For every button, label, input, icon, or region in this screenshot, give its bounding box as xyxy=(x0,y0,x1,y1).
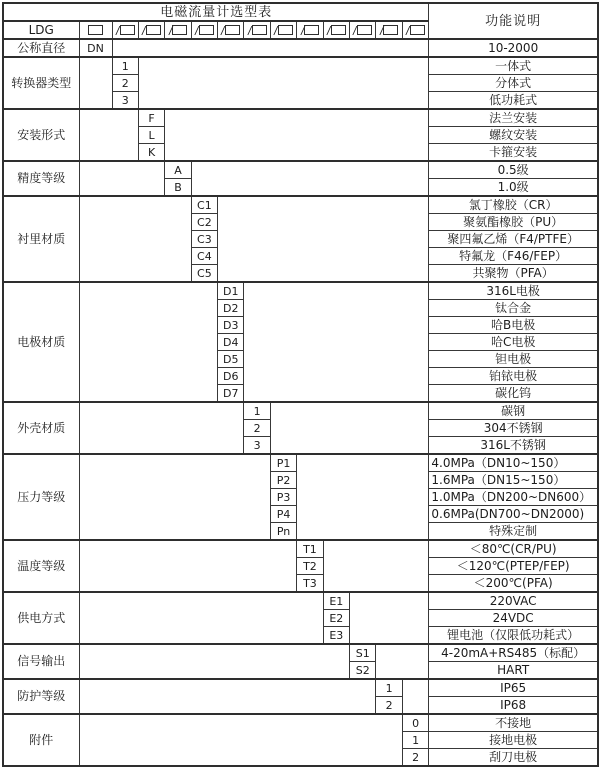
option-description: 316L电极 xyxy=(429,282,598,300)
ldg-slot-box-cell xyxy=(350,21,376,39)
slash-separator: / xyxy=(246,23,253,37)
option-code-cell: C4 xyxy=(191,248,217,265)
option-code-cell: K xyxy=(138,144,164,162)
ldg-slot-box-cell xyxy=(112,21,138,39)
slash-separator: / xyxy=(405,23,411,37)
filler-cell xyxy=(79,282,218,402)
option-description: 锂电池（仅限低功耗式） xyxy=(429,627,598,645)
filler-cell xyxy=(79,644,350,679)
filler-cell xyxy=(79,714,402,766)
filler-cell xyxy=(350,592,429,644)
option-code-cell: D7 xyxy=(218,385,244,403)
slash-separator: / xyxy=(194,23,200,37)
slash-separator: / xyxy=(378,23,385,37)
option-code-cell: Pn xyxy=(270,523,296,541)
code-slot-box-icon xyxy=(410,25,425,35)
option-code-cell: F xyxy=(138,109,164,127)
section-row xyxy=(3,109,598,127)
code-slot-box-icon xyxy=(252,25,267,35)
section-row xyxy=(3,282,598,300)
filler-cell xyxy=(112,39,429,57)
filler-cell xyxy=(138,57,429,109)
table-body xyxy=(3,3,598,766)
option-description: ＜200℃(PFA) xyxy=(429,575,598,593)
option-description: 特殊定制 xyxy=(429,523,598,541)
option-code-cell: T3 xyxy=(297,575,323,593)
code-slot-box-icon xyxy=(146,25,161,35)
option-code-cell: P4 xyxy=(270,506,296,523)
option-code-cell: D1 xyxy=(218,282,244,300)
option-code-cell: 1 xyxy=(402,732,429,749)
option-code-cell: L xyxy=(138,127,164,144)
code-slot-box-icon xyxy=(88,25,103,35)
section-label: 电极材质 xyxy=(3,282,79,402)
option-description: 1.0级 xyxy=(429,179,598,197)
option-code-cell: S1 xyxy=(350,644,376,662)
ldg-row-label: LDG xyxy=(3,21,79,39)
option-code-cell: A xyxy=(165,161,191,179)
option-description: 接地电极 xyxy=(429,732,598,749)
option-description: 220VAC xyxy=(429,592,598,610)
filler-cell xyxy=(244,282,429,402)
option-code-cell: 0 xyxy=(402,714,429,732)
ldg-slot-box-cell xyxy=(191,21,217,39)
filler-cell xyxy=(79,454,270,540)
option-code-cell: 2 xyxy=(402,749,429,767)
ldg-slot-box-cell xyxy=(402,21,429,39)
option-code-cell: 1 xyxy=(376,679,402,697)
ldg-lead-box-cell xyxy=(79,21,112,39)
ldg-slot-box-cell xyxy=(297,21,323,39)
slash-separator: / xyxy=(220,23,227,37)
option-description: IP68 xyxy=(429,697,598,715)
filler-cell xyxy=(79,592,323,644)
option-code-cell: B xyxy=(165,179,191,197)
option-description: 特氟龙（F46/FEP） xyxy=(429,248,598,265)
option-description: IP65 xyxy=(429,679,598,697)
section-row xyxy=(3,714,598,732)
code-slot-box-icon xyxy=(120,25,135,35)
option-code-cell: D5 xyxy=(218,351,244,368)
section-label: 供电方式 xyxy=(3,592,79,644)
option-code-cell: 3 xyxy=(112,92,138,110)
filler-cell xyxy=(79,196,191,282)
option-code-cell: E1 xyxy=(323,592,349,610)
ldg-slot-box-cell xyxy=(244,21,270,39)
option-description: ＜120℃(PTEP/FEP) xyxy=(429,558,598,575)
slash-separator: / xyxy=(141,23,147,37)
option-code-cell: 2 xyxy=(112,75,138,92)
filler-cell xyxy=(376,644,429,679)
option-description: 0.5级 xyxy=(429,161,598,179)
diameter-label: 公称直径 xyxy=(3,39,79,57)
option-description: 氯丁橡胶（CR） xyxy=(429,196,598,214)
slash-separator: / xyxy=(352,23,358,37)
ldg-slot-box-cell xyxy=(270,21,296,39)
code-slot-box-icon xyxy=(278,25,293,35)
option-code-cell: D3 xyxy=(218,317,244,334)
option-description: 哈B电极 xyxy=(429,317,598,334)
option-code-cell: P1 xyxy=(270,454,296,472)
option-description: 碳化钨 xyxy=(429,385,598,403)
ldg-slot-box-cell xyxy=(323,21,349,39)
option-code-cell: 1 xyxy=(112,57,138,75)
option-code-cell: D4 xyxy=(218,334,244,351)
option-code-cell: E2 xyxy=(323,610,349,627)
option-description: HART xyxy=(429,662,598,680)
option-code-cell: P2 xyxy=(270,472,296,489)
option-description: 铂铱电极 xyxy=(429,368,598,385)
option-description: 螺纹安装 xyxy=(429,127,598,144)
section-row xyxy=(3,196,598,214)
code-slot-box-icon xyxy=(172,25,187,35)
option-description: 304不锈钢 xyxy=(429,420,598,437)
diameter-row xyxy=(3,39,598,57)
option-code-cell: 3 xyxy=(244,437,270,455)
option-code-cell: T1 xyxy=(297,540,323,558)
slash-separator: / xyxy=(114,23,121,37)
filler-cell xyxy=(323,540,429,592)
option-description: 1.6MPa（DN15~150） xyxy=(429,472,598,489)
section-row xyxy=(3,57,598,75)
option-description: 低功耗式 xyxy=(429,92,598,110)
option-code-cell: D6 xyxy=(218,368,244,385)
option-description: 24VDC xyxy=(429,610,598,627)
function-description-header: 功能说明 xyxy=(429,3,598,39)
section-row xyxy=(3,679,598,697)
section-label: 信号输出 xyxy=(3,644,79,679)
section-label: 外壳材质 xyxy=(3,402,79,454)
code-slot-box-icon xyxy=(357,25,372,35)
code-slot-box-icon xyxy=(331,25,346,35)
section-label: 安装形式 xyxy=(3,109,79,161)
filler-cell xyxy=(165,109,429,161)
option-description: 316L不锈钢 xyxy=(429,437,598,455)
section-label: 附件 xyxy=(3,714,79,766)
filler-cell xyxy=(402,679,429,714)
option-code-cell: E3 xyxy=(323,627,349,645)
option-description: 不接地 xyxy=(429,714,598,732)
filler-cell xyxy=(270,402,429,454)
filler-cell xyxy=(79,57,112,109)
section-label: 压力等级 xyxy=(3,454,79,540)
filler-cell xyxy=(79,109,138,161)
filler-cell xyxy=(79,402,244,454)
option-code-cell: 2 xyxy=(244,420,270,437)
option-code-cell: C2 xyxy=(191,214,217,231)
section-label: 精度等级 xyxy=(3,161,79,196)
filler-cell xyxy=(79,161,165,196)
option-code-cell: 2 xyxy=(376,697,402,715)
option-description: 4.0MPa（DN10~150） xyxy=(429,454,598,472)
table-title: 电磁流量计选型表 xyxy=(3,3,429,21)
option-description: 卡箍安装 xyxy=(429,144,598,162)
ldg-slot-box-cell xyxy=(165,21,191,39)
option-description: 聚氨酯橡胶（PU） xyxy=(429,214,598,231)
section-row xyxy=(3,454,598,472)
option-code-cell: S2 xyxy=(350,662,376,680)
option-description: 钛合金 xyxy=(429,300,598,317)
ldg-slot-box-cell xyxy=(138,21,164,39)
option-description: 聚四氟乙烯（F4/PTFE） xyxy=(429,231,598,248)
section-row xyxy=(3,161,598,179)
section-row xyxy=(3,644,598,662)
ldg-slot-box-cell xyxy=(218,21,244,39)
option-code-cell: D2 xyxy=(218,300,244,317)
option-description: 分体式 xyxy=(429,75,598,92)
option-code-cell: T2 xyxy=(297,558,323,575)
filler-cell xyxy=(79,679,376,714)
filler-cell xyxy=(79,540,297,592)
slash-separator: / xyxy=(273,23,279,37)
option-description: 哈C电极 xyxy=(429,334,598,351)
code-slot-box-icon xyxy=(225,25,240,35)
filler-cell xyxy=(218,196,429,282)
section-label: 转换器类型 xyxy=(3,57,79,109)
section-row xyxy=(3,402,598,420)
selection-table xyxy=(2,2,599,767)
option-description: 0.6MPa(DN700~DN2000) xyxy=(429,506,598,523)
filler-cell xyxy=(297,454,429,540)
code-slot-box-icon xyxy=(383,25,398,35)
option-code-cell: C1 xyxy=(191,196,217,214)
section-label: 温度等级 xyxy=(3,540,79,592)
section-label: 防护等级 xyxy=(3,679,79,714)
option-description: 刮刀电极 xyxy=(429,749,598,767)
section-row xyxy=(3,592,598,610)
ldg-slot-box-cell xyxy=(376,21,402,39)
code-slot-box-icon xyxy=(304,25,319,35)
code-slot-box-icon xyxy=(199,25,214,35)
option-description: 法兰安装 xyxy=(429,109,598,127)
slash-separator: / xyxy=(326,23,332,37)
option-description: 4-20mA+RS485（标配） xyxy=(429,644,598,662)
option-description: 1.0MPa（DN200~DN600） xyxy=(429,489,598,506)
option-code-cell: P3 xyxy=(270,489,296,506)
option-code-cell: C5 xyxy=(191,265,217,283)
diameter-description: 10-2000 xyxy=(429,39,598,57)
selection-table-page xyxy=(2,2,598,764)
diameter-code-cell: DN xyxy=(79,39,112,57)
slash-separator: / xyxy=(167,23,174,37)
section-label: 衬里材质 xyxy=(3,196,79,282)
option-description: ＜80℃(CR/PU) xyxy=(429,540,598,558)
slash-separator: / xyxy=(299,23,306,37)
filler-cell xyxy=(191,161,429,196)
option-code-cell: C3 xyxy=(191,231,217,248)
title-row xyxy=(3,3,598,21)
option-description: 钽电极 xyxy=(429,351,598,368)
option-description: 一体式 xyxy=(429,57,598,75)
option-code-cell: 1 xyxy=(244,402,270,420)
section-row xyxy=(3,540,598,558)
option-description: 碳钢 xyxy=(429,402,598,420)
option-description: 共聚物（PFA） xyxy=(429,265,598,283)
